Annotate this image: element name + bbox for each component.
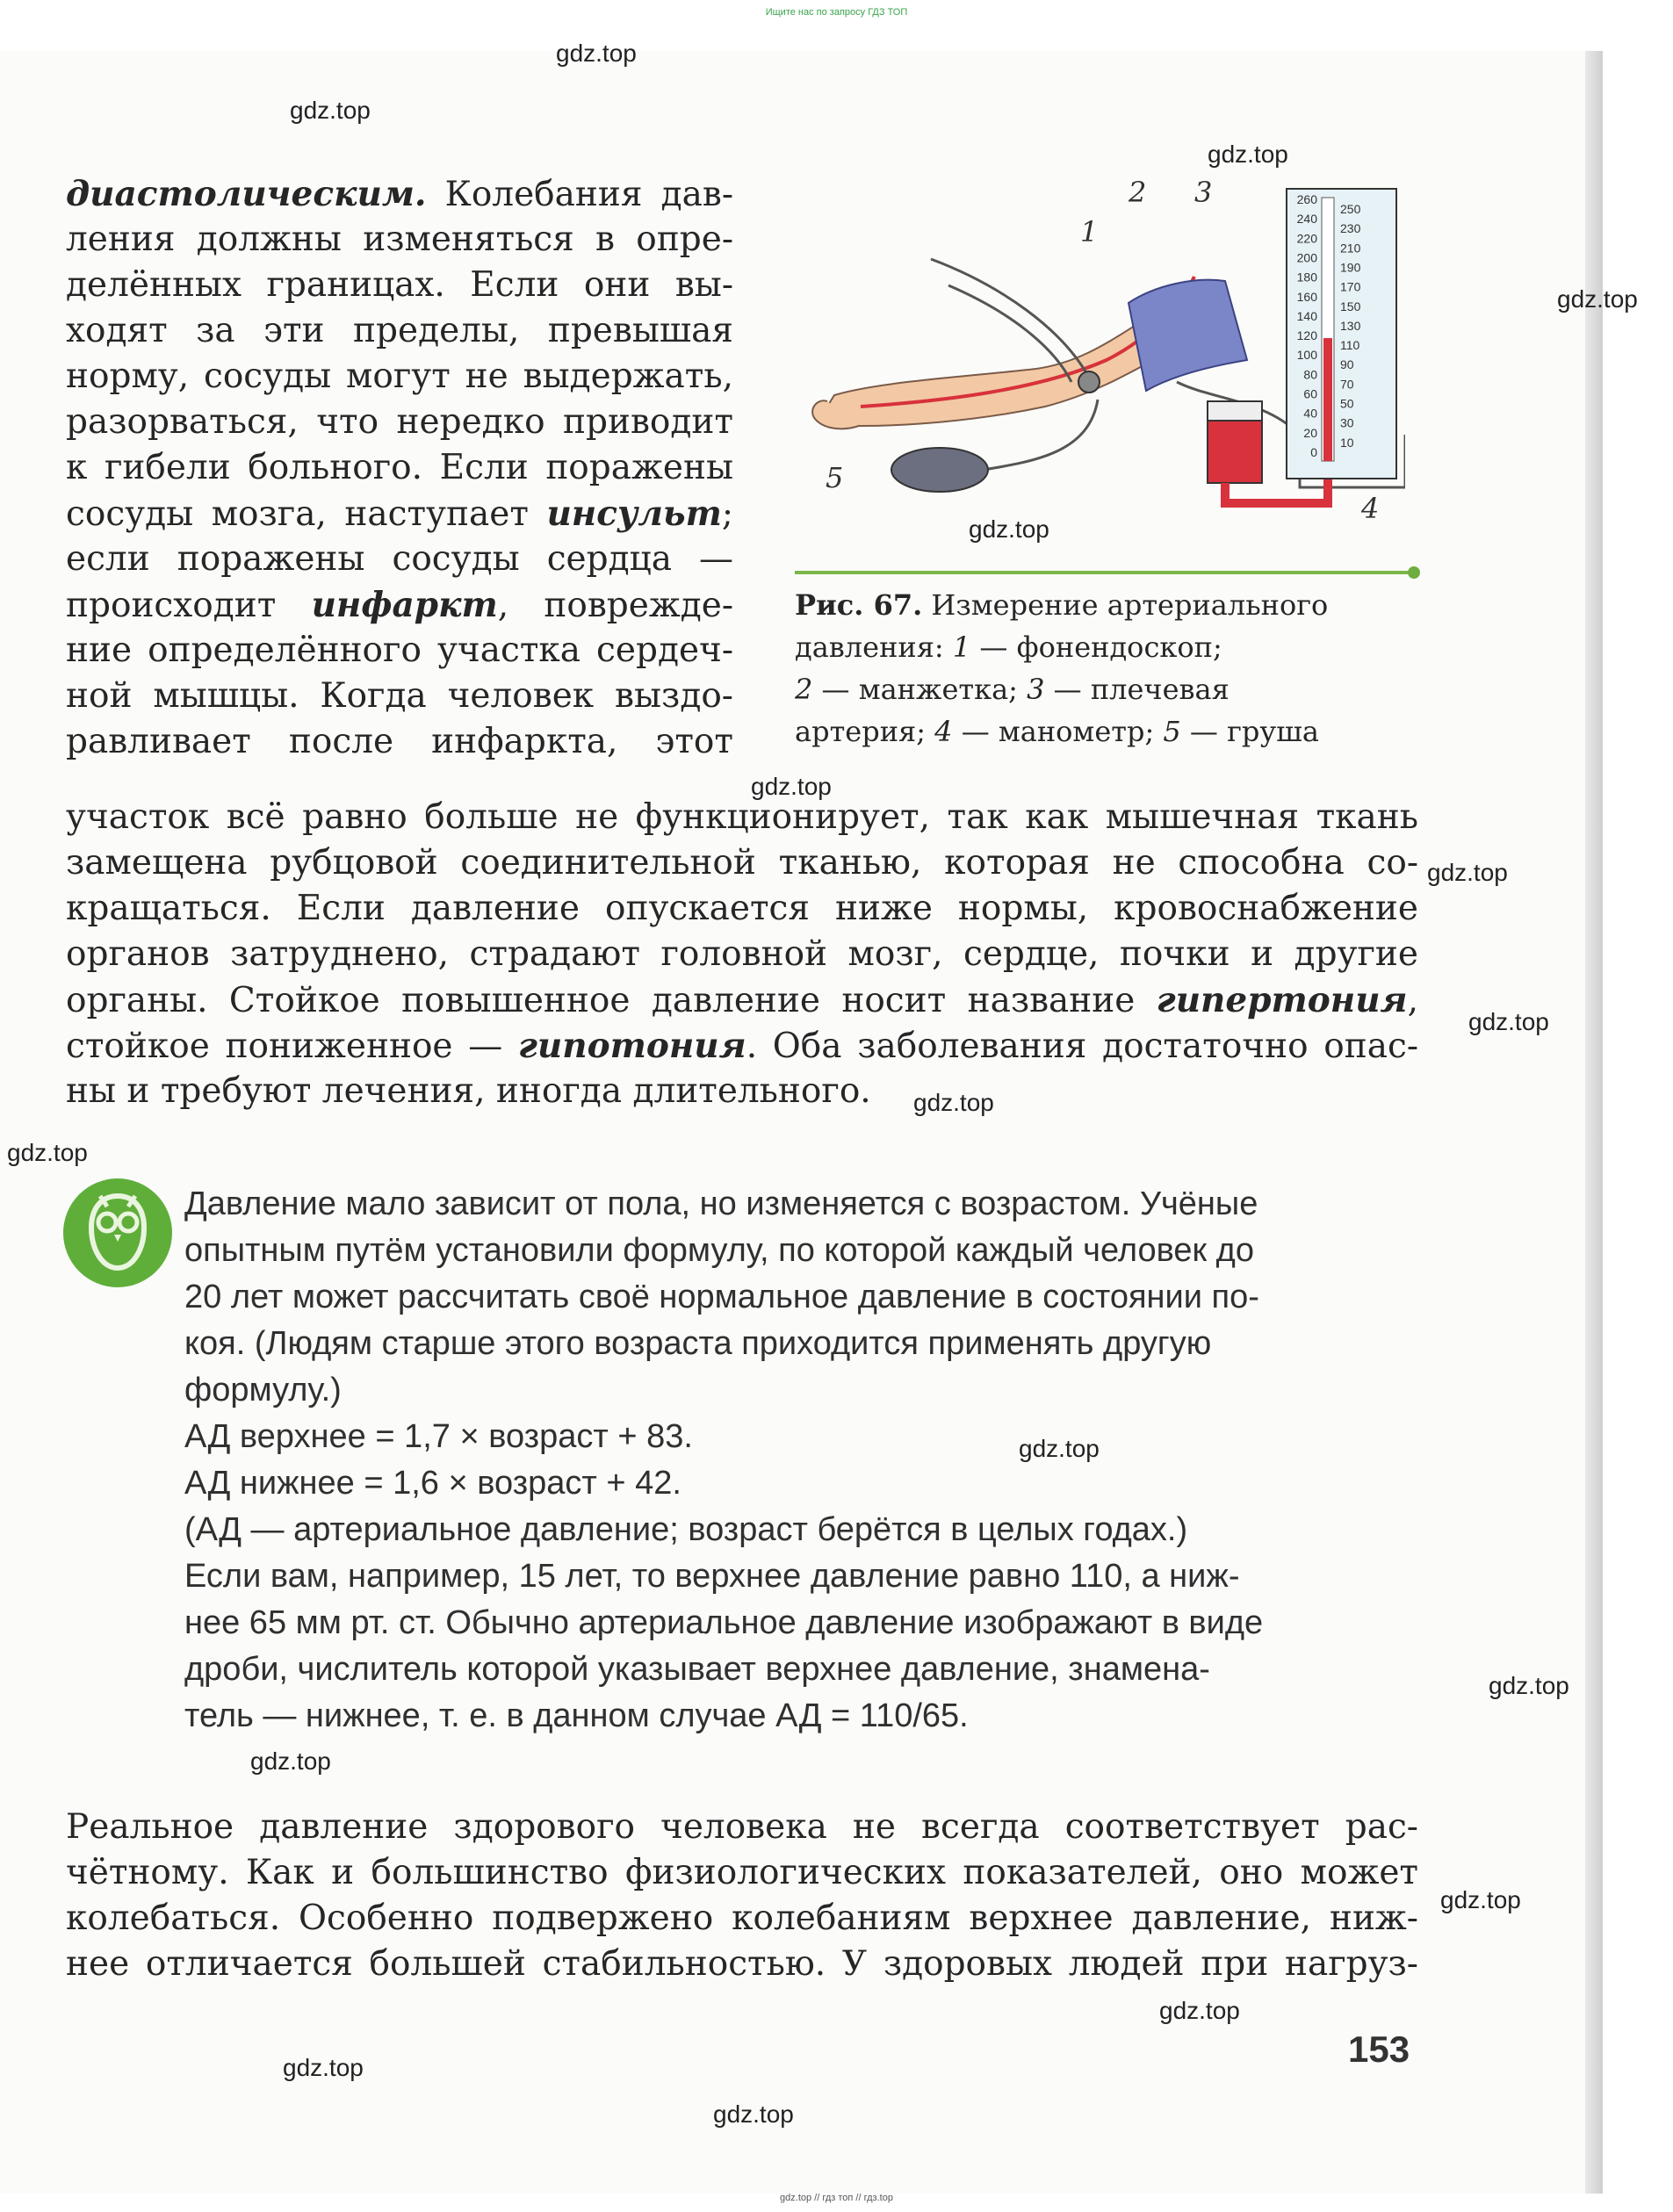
paragraph-line [66, 1023, 1418, 1070]
caption-number: 3 [1027, 673, 1045, 706]
scale-label-left: 0 [1310, 445, 1317, 459]
scale-label-left: 60 [1303, 386, 1317, 401]
scale-label-right: 230 [1340, 221, 1361, 236]
scale-label-left: 220 [1296, 231, 1317, 246]
paragraph-line: ны и требуют лечения, иногда длительного. [66, 1071, 871, 1111]
scale-label-right: 90 [1340, 357, 1354, 372]
figure-number-4: 4 [1361, 492, 1380, 525]
watermark[interactable]: gdz.top [556, 40, 637, 67]
paragraph-line: кращаться. Если давление опускается ниже нормы, кровоснабжение [66, 889, 1418, 928]
watermark[interactable]: gdz.top [1427, 859, 1508, 886]
scale-label-left: 200 [1296, 250, 1317, 265]
figure-number-3: 3 [1194, 176, 1213, 209]
term-hypertension: гипертония [1156, 980, 1408, 1020]
term-infarction: инфаркт [311, 585, 498, 625]
caption-text: — плечевая [1044, 673, 1230, 706]
reservoir-top [1208, 401, 1262, 421]
paragraph-line: чётному. Как и большинство физиологических показателей, оно может [66, 1853, 1418, 1892]
caption-text: — манометр; [952, 715, 1164, 748]
scale-label-right: 50 [1340, 396, 1354, 411]
caption-divider [795, 571, 1414, 574]
stethoscope-head [1078, 371, 1100, 393]
watermark[interactable]: gdz.top [1208, 141, 1288, 168]
paragraph-line: замещена рубцовой соединительной тканью, которая не способна со- [66, 843, 1418, 883]
cuff-illustration [1129, 280, 1247, 391]
watermark[interactable]: gdz.top [1440, 1886, 1521, 1913]
info-line: дроби, числитель которой указывает верхнее давление, знамена- [184, 1651, 1210, 1688]
paragraph-line: ходят за эти пределы, превышая [66, 311, 733, 350]
line-text: происходит [66, 586, 312, 625]
owl-icon [61, 1177, 174, 1289]
figure-caption-line [795, 710, 1401, 753]
caption-text: — фонендоскоп; [970, 630, 1222, 664]
page-edge-shadow [1585, 51, 1603, 2194]
line-text: сосуды мозга, наступает [66, 494, 547, 534]
watermark[interactable]: gdz.top [913, 1089, 994, 1116]
scale-label-right: 190 [1340, 260, 1361, 275]
watermark[interactable]: gdz.top [7, 1139, 88, 1166]
caption-number: 5 [1163, 715, 1181, 748]
paragraph-line: равливает после инфаркта, этот [66, 722, 733, 761]
caption-divider-dot [1408, 566, 1420, 579]
watermark[interactable]: gdz.top [290, 97, 371, 124]
scale-label-right: 130 [1340, 318, 1361, 333]
caption-text: артерия; [795, 715, 935, 748]
paragraph-line: если поражены сосуды сердца — [66, 539, 733, 579]
watermark[interactable]: gdz.top [969, 515, 1049, 543]
watermark[interactable]: gdz.top [1159, 1997, 1240, 2024]
info-line: коя. (Людям старше этого возраста приходится применять другую [184, 1325, 1212, 1362]
info-line: формулу.) [184, 1372, 342, 1409]
caption-number: 1 [952, 630, 971, 664]
formula-upper: АД верхнее = 1,7 × возраст + 83. [184, 1418, 693, 1455]
caption-text: давления: [795, 630, 953, 664]
scale-label-left: 100 [1296, 348, 1317, 363]
figure-caption-line [795, 626, 1401, 668]
paragraph-line: органов затруднено, страдают головной мозг, сердце, почки и другие [66, 934, 1418, 974]
info-line: Если вам, например, 15 лет, то верхнее давление равно 110, а ниж- [184, 1558, 1240, 1595]
caption-text: — манжетка; [812, 673, 1028, 706]
bulb-illustration [891, 448, 988, 492]
mercury-column [1323, 338, 1332, 461]
scale-label-left: 240 [1296, 212, 1317, 227]
line-text: органы. Стойкое повышенное давление носит название [66, 981, 1157, 1020]
scale-label-left: 260 [1296, 192, 1317, 206]
scale-label-right: 110 [1340, 338, 1360, 353]
scale-label-right: 150 [1340, 299, 1361, 313]
scale-label-right: 70 [1340, 377, 1354, 392]
paragraph-line [66, 582, 733, 629]
watermark[interactable]: gdz.top [1489, 1672, 1569, 1699]
paragraph-line: колебаться. Особенно подвержено колебаниям верхнее давление, ниж- [66, 1899, 1418, 1938]
scale-label-left: 20 [1303, 425, 1317, 440]
paragraph-line: разорваться, что нередко приводит [66, 402, 733, 442]
paragraph-line: ние определённого участка сердеч- [66, 630, 733, 670]
paragraph-line [66, 977, 1418, 1024]
line-text: , [1407, 981, 1418, 1020]
figure-number-2: 2 [1129, 176, 1147, 209]
info-line: нее 65 мм рт. ст. Обычно артериальное давление изображают в виде [184, 1604, 1264, 1641]
info-line: опытным путём установили формулу, по которой каждый человек до [184, 1232, 1254, 1269]
info-line: Давление мало зависит от пола, но изменяется с возрастом. Учёные [184, 1185, 1258, 1222]
bottom-banner: gdz.top // гдз топ // гдз.top [780, 2193, 893, 2203]
paragraph-line: норму, сосуды могут не выдержать, [66, 357, 733, 396]
info-line: 20 лет может рассчитать своё нормальное давление в состоянии по- [184, 1279, 1259, 1315]
scale-label-right: 250 [1340, 202, 1361, 216]
line-text: стойкое пониженное — [66, 1027, 518, 1066]
watermark[interactable]: gdz.top [751, 773, 832, 800]
paragraph-line: Реальное давление здорового человека не всегда соответствует рас- [66, 1807, 1418, 1847]
info-line: тель — нижнее, т. е. в данном случае АД = 110/65. [184, 1697, 969, 1734]
watermark[interactable]: gdz.top [283, 2054, 364, 2081]
info-line: (АД — артериальное давление; возраст берётся в целых годах.) [184, 1511, 1188, 1548]
top-banner: Ищите нас по запросу ГДЗ ТОП [765, 7, 908, 18]
watermark[interactable]: gdz.top [250, 1747, 331, 1775]
paragraph-line: ления должны изменяться в опре- [66, 220, 733, 259]
figure-number-5: 5 [826, 461, 844, 494]
watermark[interactable]: gdz.top [713, 2100, 794, 2128]
mercury-reservoir [1208, 417, 1262, 483]
blood-pressure-figure [808, 171, 1405, 549]
caption-text: Измерение артериального [922, 588, 1329, 622]
scale-label-right: 10 [1340, 435, 1354, 450]
line-text: Колебания дав- [444, 175, 733, 214]
paragraph-line: участок всё равно больше не функционирует, так как мышечная ткань [66, 797, 1418, 837]
scale-label-left: 80 [1303, 367, 1317, 382]
scale-label-right: 170 [1340, 279, 1361, 294]
watermark[interactable]: gdz.top [1468, 1008, 1549, 1035]
paragraph-line: нее отличается большей стабильностью. У здоровых людей при нагруз- [66, 1944, 1418, 1984]
figure-caption-line [795, 668, 1401, 710]
formula-lower: АД нижнее = 1,6 × возраст + 42. [184, 1465, 681, 1502]
watermark[interactable]: gdz.top [1557, 285, 1638, 313]
term-diastolic: диастолическим. [66, 174, 427, 214]
term-hypotension: гипотония [517, 1026, 746, 1066]
caption-number: 4 [934, 715, 953, 748]
scale-label-right: 210 [1340, 241, 1361, 256]
scale-label-left: 160 [1296, 289, 1317, 304]
caption-label: Рис. 67. [795, 588, 923, 622]
figure-number-1: 1 [1080, 215, 1099, 249]
caption-number: 2 [795, 673, 813, 706]
paragraph-line [66, 491, 733, 537]
paragraph-line: ной мышцы. Когда человек выздо- [66, 676, 733, 716]
scale-label-right: 30 [1340, 415, 1354, 430]
scale-label-left: 40 [1303, 406, 1317, 421]
line-text: . Оба заболевания достаточно опас- [746, 1027, 1419, 1066]
caption-text: — груша [1180, 715, 1319, 748]
figure-caption-line [795, 584, 1401, 626]
term-stroke: инсульт [546, 494, 722, 534]
line-text: ; [721, 494, 733, 534]
line-text: , поврежде- [497, 586, 734, 625]
scale-label-left: 120 [1296, 328, 1317, 343]
page-number: 153 [1348, 2028, 1410, 2070]
paragraph-line: делённых границах. Если они вы- [66, 265, 733, 305]
paragraph-line: к гибели больного. Если поражены [66, 448, 733, 487]
scale-label-left: 180 [1296, 270, 1317, 285]
scale-label-left: 140 [1296, 308, 1317, 323]
paragraph-line [66, 171, 733, 218]
watermark[interactable]: gdz.top [1019, 1435, 1100, 1462]
